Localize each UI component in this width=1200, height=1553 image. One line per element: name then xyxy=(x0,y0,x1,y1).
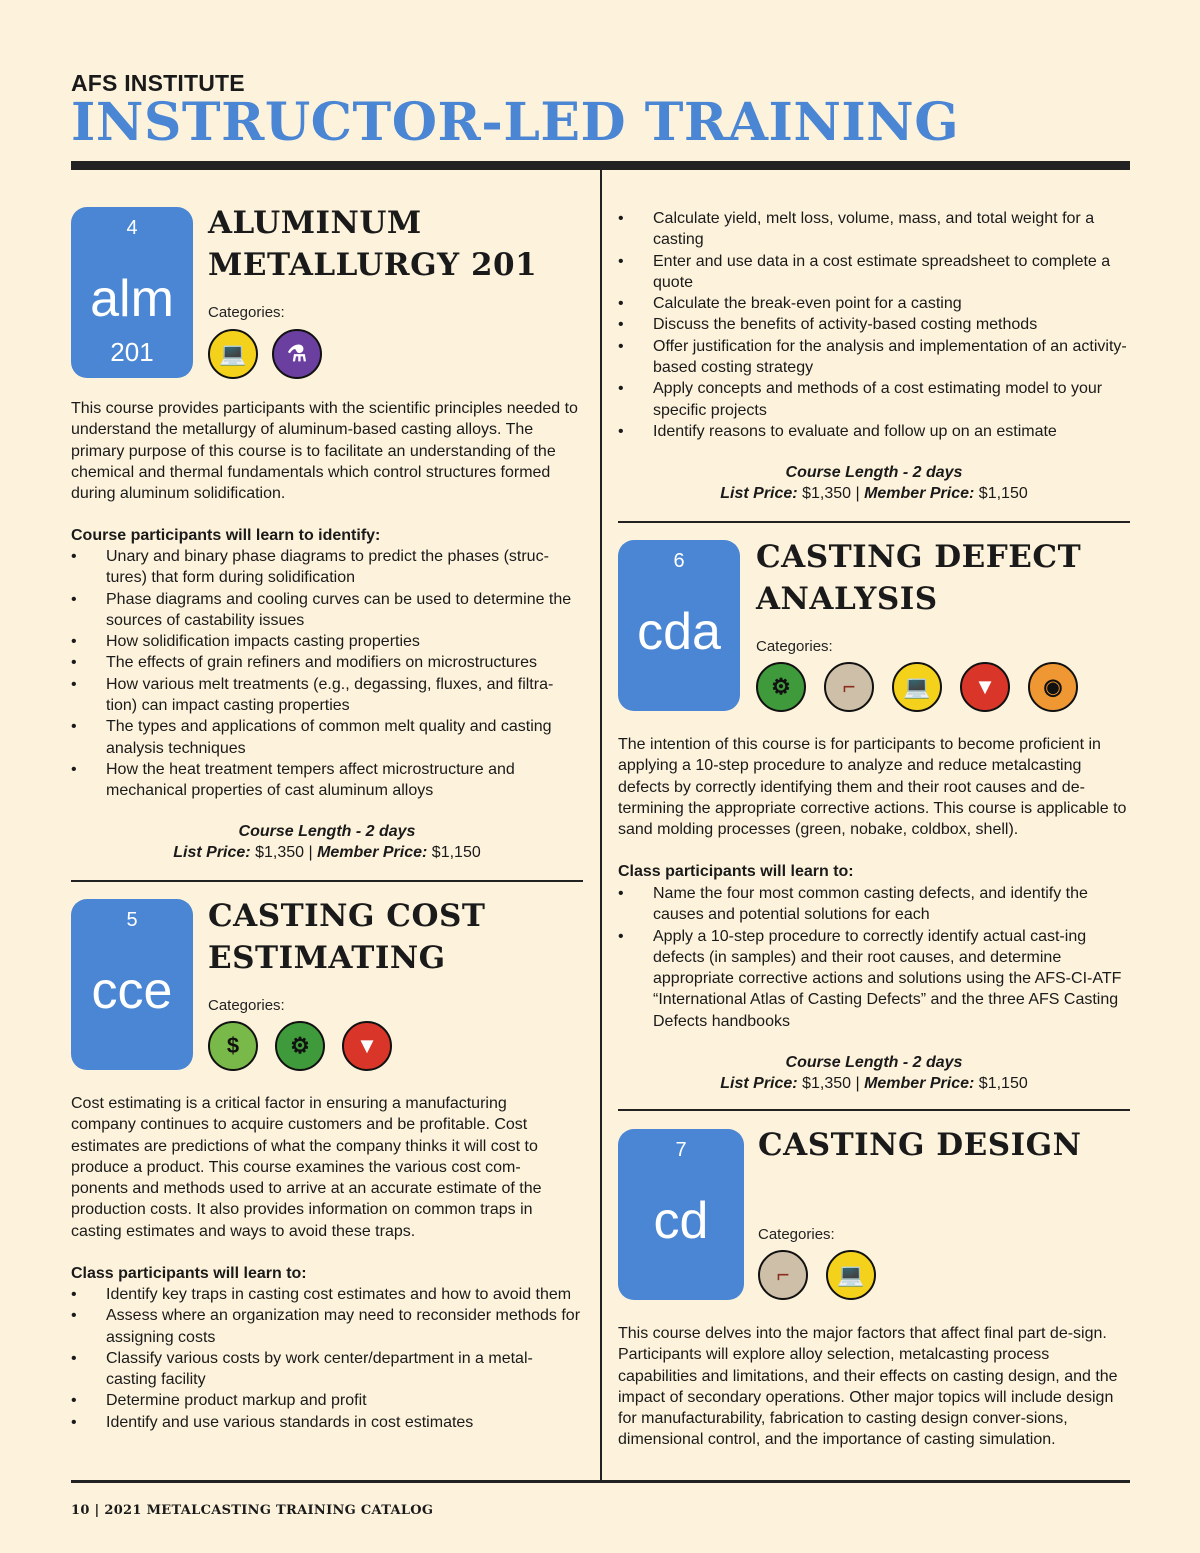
list-price-value: $1,350 xyxy=(802,485,852,503)
badge-abbr: cce xyxy=(91,962,173,1020)
price-separator: | xyxy=(308,844,313,862)
list-item: • How various melt treatments (e.g., degassing, fluxes, and filtra-tion) can impact casting properties xyxy=(71,674,581,717)
price-separator: | xyxy=(855,1075,860,1093)
badge-number: 6 xyxy=(673,550,685,572)
list-item: • Calculate yield, melt loss, volume, mass, and total weight for a casting xyxy=(618,208,1130,251)
badge-abbr: alm xyxy=(90,270,174,328)
member-price-label: Member Price: xyxy=(864,1075,975,1093)
member-price-value: $1,150 xyxy=(431,844,481,862)
learn-list-continued xyxy=(618,208,1130,442)
course-title-line: CASTING COST xyxy=(208,898,486,934)
badge-number: 4 xyxy=(126,217,138,239)
column-divider xyxy=(600,170,602,1482)
list-item: • How solidification impacts casting properties xyxy=(71,631,581,652)
course-length: Course Length - 2 days xyxy=(785,1054,963,1071)
course-badge-cd xyxy=(618,1129,744,1300)
list-item: • Identify and use various standards in cost estimates xyxy=(71,1412,581,1433)
list-item: • Enter and use data in a cost estimate spreadsheet to complete a quote xyxy=(618,251,1130,294)
pouring-ladle-icon: ⚗ xyxy=(272,329,322,379)
course-description: The intention of this course is for participants to become proficient in applying a 10-step procedure to analyze and reduce metalcasting defects by correctly identifying them and their root causes and de-termining the appropriate corrective actions. This course is applicable to sand molding processes (green, nobake, coldbox, shell). xyxy=(618,736,1127,839)
list-item: • Classify various costs by work center/department in a metal-casting facility xyxy=(71,1348,581,1391)
list-item: • Offer justification for the analysis and implementation of an activity-based costing strategy xyxy=(618,336,1130,379)
learn-list xyxy=(71,1284,581,1433)
course-length: Course Length - 2 days xyxy=(238,823,416,840)
member-price-label: Member Price: xyxy=(864,485,975,503)
member-price-value: $1,150 xyxy=(978,485,1028,503)
category-icons xyxy=(208,1021,392,1071)
learn-label: Class participants will learn to: xyxy=(71,1265,307,1282)
ladle-icon: ⌐ xyxy=(758,1250,808,1300)
course-badge-alm xyxy=(71,207,193,378)
course-length: Course Length - 2 days xyxy=(785,464,963,481)
page-title: INSTRUCTOR-LED TRAINING xyxy=(71,92,960,153)
category-icons xyxy=(758,1250,876,1300)
laptop-icon: 💻 xyxy=(826,1250,876,1300)
bottom-rule xyxy=(71,1480,1130,1483)
list-item: • The effects of grain refiners and modifiers on microstructures xyxy=(71,652,581,673)
member-price-label: Member Price: xyxy=(317,844,428,862)
section-divider xyxy=(71,880,583,882)
course-title-alm xyxy=(208,202,537,286)
badge-number: 5 xyxy=(126,909,138,931)
badge-abbr: cd xyxy=(653,1192,709,1250)
course-title-line: CASTING DEFECT xyxy=(756,539,1082,575)
list-price-label: List Price: xyxy=(720,485,798,503)
list-item: • Identify reasons to evaluate and follow up on an estimate xyxy=(618,421,1130,442)
course-badge-cda xyxy=(618,540,740,711)
member-price-value: $1,150 xyxy=(978,1075,1028,1093)
categories-label: Categories: xyxy=(208,304,285,321)
laptop-icon: 💻 xyxy=(892,662,942,712)
course-title-line: ESTIMATING xyxy=(208,940,446,976)
list-price-value: $1,350 xyxy=(255,844,305,862)
list-price-value: $1,350 xyxy=(802,1075,852,1093)
course-badge-cce xyxy=(71,899,193,1070)
section-divider xyxy=(618,521,1130,523)
list-item: • The types and applications of common melt quality and casting analysis techniques xyxy=(71,716,581,759)
categories-label: Categories: xyxy=(758,1226,835,1243)
list-item: • Assess where an organization may need to reconsider methods for assigning costs xyxy=(71,1305,581,1348)
course-description: This course provides participants with the scientific principles needed to understand the metallurgy of aluminum-based casting alloys. The primary purpose of this course is to facilitate an understanding of the chemical and thermal fundamentals which control structures formed during aluminum solidification. xyxy=(71,400,578,503)
learn-label: Course participants will learn to identify: xyxy=(71,527,381,544)
course-pricing xyxy=(618,1052,1130,1095)
learn-list xyxy=(71,546,581,802)
ladle-icon: ⌐ xyxy=(824,662,874,712)
bucket-icon: ▼ xyxy=(342,1021,392,1071)
course-title-cce xyxy=(208,895,485,979)
header-kicker: AFS INSTITUTE xyxy=(71,70,245,96)
magnifier-eye-icon: ◉ xyxy=(1028,662,1078,712)
badge-level: 201 xyxy=(110,337,154,367)
course-title-line: ALUMINUM xyxy=(208,205,422,241)
learn-list xyxy=(618,883,1123,1032)
list-item: • How the heat treatment tempers affect microstructure and mechanical properties of cast aluminum alloys xyxy=(71,759,581,802)
list-item: • Identify key traps in casting cost estimates and how to avoid them xyxy=(71,1284,581,1305)
list-price-label: List Price: xyxy=(720,1075,798,1093)
list-item: • Phase diagrams and cooling curves can be used to determine the sources of castability issues xyxy=(71,589,581,632)
learn-label: Class participants will learn to: xyxy=(618,863,854,880)
list-price-label: List Price: xyxy=(173,844,251,862)
badge-abbr: cda xyxy=(637,603,721,661)
list-item: • Determine product markup and profit xyxy=(71,1390,581,1411)
course-pricing xyxy=(618,462,1130,505)
list-item: • Unary and binary phase diagrams to predict the phases (struc-tures) that form during solidification xyxy=(71,546,581,589)
course-description: Cost estimating is a critical factor in ensuring a manufacturing company continues to acquire customers and be profitable. Cost estimates are predictions of what the company thinks it will cost to produce a product. This course examines the various cost com-ponents and methods used to arrive at an accurate estimate of the production costs. It also provides information on common traps in casting estimates and ways to avoid these traps. xyxy=(71,1095,542,1240)
gear-dollar-icon: ⚙ xyxy=(756,662,806,712)
bucket-icon: ▼ xyxy=(960,662,1010,712)
course-title-cd: CASTING DESIGN xyxy=(758,1127,1082,1163)
list-item: • Calculate the break-even point for a casting xyxy=(618,293,1130,314)
list-item: • Name the four most common casting defects, and identify the causes and potential solutions for each xyxy=(618,883,1123,926)
page-footer: 10 | 2021 METALCASTING TRAINING CATALOG xyxy=(71,1503,434,1518)
section-divider xyxy=(618,1109,1130,1111)
course-title-cda xyxy=(756,536,1081,620)
category-icons xyxy=(756,662,1078,712)
category-icons xyxy=(208,329,322,379)
list-item: • Apply concepts and methods of a cost estimating model to your specific projects xyxy=(618,378,1130,421)
top-rule xyxy=(71,161,1130,170)
course-description: This course delves into the major factors that affect final part de-sign. Participants will explore alloy selection, metalcasting process capabilities and limitations, and their effects on casting design, and the impact of secondary operations. Other major topics will include design for manufacturability, fabrication to casting design conver-sions, dimensional control, and the importance of casting simulation. xyxy=(618,1325,1118,1449)
course-title-line: METALLURGY 201 xyxy=(208,247,538,283)
badge-number: 7 xyxy=(675,1139,687,1161)
list-item: • Discuss the benefits of activity-based costing methods xyxy=(618,314,1130,335)
laptop-icon: 💻 xyxy=(208,329,258,379)
money-bag-icon: $ xyxy=(208,1021,258,1071)
categories-label: Categories: xyxy=(756,638,833,655)
categories-label: Categories: xyxy=(208,997,285,1014)
course-pricing xyxy=(71,821,583,864)
price-separator: | xyxy=(855,485,860,503)
list-item: • Apply a 10-step procedure to correctly identify actual cast-ing defects (in samples) and their root causes, and determine appropriate corrective actions and solutions using the AFS-CI-ATF “International Atlas of Casting Defects” and the three AFS Casting Defects handbooks xyxy=(618,926,1123,1032)
gear-dollar-icon: ⚙ xyxy=(275,1021,325,1071)
course-title-line: ANALYSIS xyxy=(756,581,938,617)
